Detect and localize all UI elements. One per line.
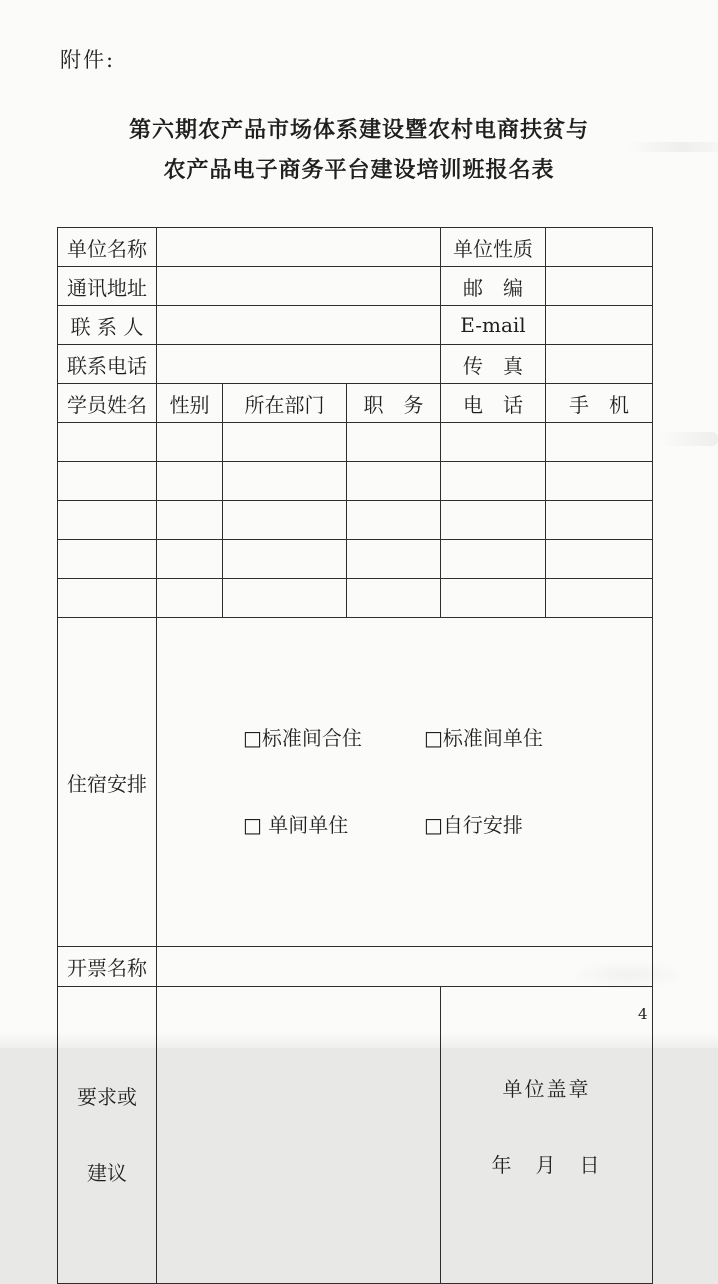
option-label: 自行安排 (442, 813, 523, 837)
field-label-postcode: 邮 编 (441, 267, 546, 306)
roster-header-gender: 性别 (157, 384, 223, 423)
field-label-invoice: 开票名称 (58, 947, 157, 987)
remarks-label-line-2: 建议 (87, 1161, 127, 1185)
remarks-label-line-1: 要求或 (77, 1085, 137, 1109)
accommodation-options-cell (157, 618, 653, 947)
seal-date-label: 年 月 日 (491, 1153, 602, 1177)
roster-empty-cell (347, 540, 441, 579)
roster-empty-cell (347, 501, 441, 540)
field-label-accommodation: 住宿安排 (58, 618, 157, 947)
roster-empty-cell (157, 462, 223, 501)
roster-empty-row (58, 540, 653, 579)
roster-empty-cell (546, 462, 653, 501)
roster-empty-cell (347, 462, 441, 501)
roster-header-position: 职 务 (347, 384, 441, 423)
option-label: 标准间合住 (261, 726, 362, 750)
roster-empty-cell (223, 462, 347, 501)
field-label-unit-type: 单位性质 (441, 228, 546, 267)
table-row-phone (58, 345, 653, 384)
option-standard-single (424, 724, 543, 753)
field-value-address (157, 267, 441, 306)
table-row-contact (58, 306, 653, 345)
roster-empty-cell (441, 579, 546, 618)
roster-empty-cell (347, 579, 441, 618)
roster-empty-cell (157, 501, 223, 540)
roster-empty-row (58, 501, 653, 540)
field-value-contact (157, 306, 441, 345)
field-label-address: 通讯地址 (58, 267, 157, 306)
field-label-unit-name: 单位名称 (58, 228, 157, 267)
page-number: 4 (638, 1005, 648, 1023)
checkbox-icon: □ (243, 726, 262, 750)
checkbox-icon: □ (243, 813, 262, 837)
scan-artifact (658, 432, 718, 446)
roster-empty-row (58, 579, 653, 618)
roster-empty-cell (546, 579, 653, 618)
field-label-phone: 联系电话 (58, 345, 157, 384)
roster-empty-cell (546, 423, 653, 462)
field-label-email: E-mail (441, 306, 546, 345)
roster-empty-row (58, 462, 653, 501)
roster-empty-cell (223, 579, 347, 618)
roster-empty-cell (223, 501, 347, 540)
roster-header-department: 所在部门 (223, 384, 347, 423)
roster-empty-cell (546, 540, 653, 579)
roster-empty-cell (58, 540, 157, 579)
field-label-contact: 联 系 人 (58, 306, 157, 345)
table-row-address (58, 267, 653, 306)
roster-empty-cell (223, 540, 347, 579)
checkbox-icon: □ (424, 813, 443, 837)
roster-empty-cell (58, 423, 157, 462)
option-self-arranged (424, 811, 523, 840)
field-value-fax (546, 345, 653, 384)
field-value-remarks (157, 987, 441, 1284)
field-value-unit-name (157, 228, 441, 267)
accommodation-options-line-2 (243, 811, 648, 840)
seal-block (445, 1027, 648, 1227)
roster-empty-cell (347, 423, 441, 462)
option-single-room (243, 811, 424, 840)
roster-empty-cell (441, 423, 546, 462)
roster-empty-cell (157, 579, 223, 618)
seal-label: 单位盖章 (502, 1077, 591, 1101)
option-label: 标准间单住 (442, 726, 543, 750)
field-label-remarks (58, 987, 157, 1284)
roster-header-telephone: 电 话 (441, 384, 546, 423)
field-value-phone (157, 345, 441, 384)
table-row-remarks (58, 987, 653, 1284)
roster-header-row (58, 384, 653, 423)
field-value-postcode (546, 267, 653, 306)
accommodation-options (161, 666, 648, 898)
roster-empty-cell (441, 462, 546, 501)
title-line-1: 第六期农产品市场体系建设暨农村电商扶贫与 (128, 117, 589, 143)
registration-form-table (57, 227, 653, 1284)
option-label: 单间单住 (261, 813, 349, 837)
roster-empty-cell (441, 540, 546, 579)
roster-empty-cell (58, 501, 157, 540)
roster-empty-cell (157, 540, 223, 579)
roster-empty-cell (441, 501, 546, 540)
table-row-invoice (58, 947, 653, 987)
roster-empty-cell (546, 501, 653, 540)
table-row-unit-name (58, 228, 653, 267)
roster-header-mobile: 手 机 (546, 384, 653, 423)
roster-empty-cell (58, 579, 157, 618)
roster-empty-cell (157, 423, 223, 462)
roster-empty-cell (223, 423, 347, 462)
field-value-unit-type (546, 228, 653, 267)
field-label-fax: 传 真 (441, 345, 546, 384)
title-line-2: 农产品电子商务平台建设培训班报名表 (163, 157, 555, 183)
accommodation-options-line-1 (243, 724, 648, 753)
document-title (0, 110, 718, 190)
field-value-invoice (157, 947, 653, 987)
field-value-email (546, 306, 653, 345)
seal-area-cell (441, 987, 653, 1284)
checkbox-icon: □ (424, 726, 443, 750)
table-row-accommodation (58, 618, 653, 947)
attachment-label: 附件: (60, 48, 116, 72)
roster-empty-cell (58, 462, 157, 501)
roster-empty-row (58, 423, 653, 462)
roster-header-name: 学员姓名 (58, 384, 157, 423)
option-standard-shared (243, 724, 424, 753)
